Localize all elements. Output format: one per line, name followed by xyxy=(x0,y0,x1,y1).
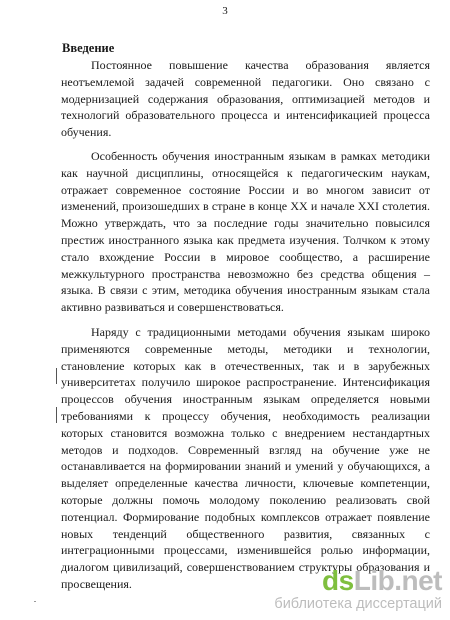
margin-mark xyxy=(56,407,57,423)
section-heading: Введение xyxy=(62,41,115,55)
body-text xyxy=(61,57,430,600)
watermark-logo-net: .net xyxy=(394,565,442,596)
paragraph: Постоянное повышение качества образования является неотъемлемой задачей современной педагогики. Оно связано с модернизацией содержания образования, оптимизацией методов и технологий образовательного процесса и интенсификацией процесса обучения. xyxy=(61,58,430,140)
paragraph: Особенность обучения иностранным языкам в рамках методики как научной дисциплины, относящейся к педагогическим наукам, отражает современное состояние России и во многом зависит от изменений, произошедших в стране в конце XX и начале XXI столетия. Можно утверждать, что за последние годы значительно повысился престиж иностранного языка как предмета изучения. Толчком к этому стало вхождение России в мировое сообщество, а расширение межкультурного пространства невозможно без средства общения – языка. В связи с этим, методика обучения иностранным языкам стала активно развиваться и совершенствоваться. xyxy=(61,148,430,315)
paragraph: Наряду с традиционными методами обучения языкам широко применяются современные методы, методики и технологии, становление которых как в отечественных, так и в зарубежных университетах получило широкое распространение. Интенсификация процессов обучения иностранным языкам определяется новыми требованиями к процессу обучения, необходимость реализации которых становится возможна только с внедрением нестандартных методов и подходов. Современный взгляд на обучение уже не останавливается на формировании знаний и умений у обучающихся, а выделяет определенные качества личности, ключевые компетенции, которые должны помочь молодому поколению реализовать свой потенциал. Формирование подобных комплексов отражает появление новых тенденций общественного развития, связанных с интеграционными процессами, изменившейся ролью информации, диалогом цивилизаций, совершенствованием структуры образования и просвещения. xyxy=(61,324,430,591)
watermark-logo xyxy=(274,566,442,596)
scan-speck xyxy=(34,601,36,602)
watermark-logo-lib: Lib xyxy=(353,565,395,596)
margin-mark xyxy=(56,368,57,384)
dslib-watermark xyxy=(274,566,442,612)
watermark-caption: библиотека диссертаций xyxy=(274,596,442,612)
watermark-logo-ds: ds xyxy=(322,565,354,596)
page-number: 3 xyxy=(222,5,228,17)
